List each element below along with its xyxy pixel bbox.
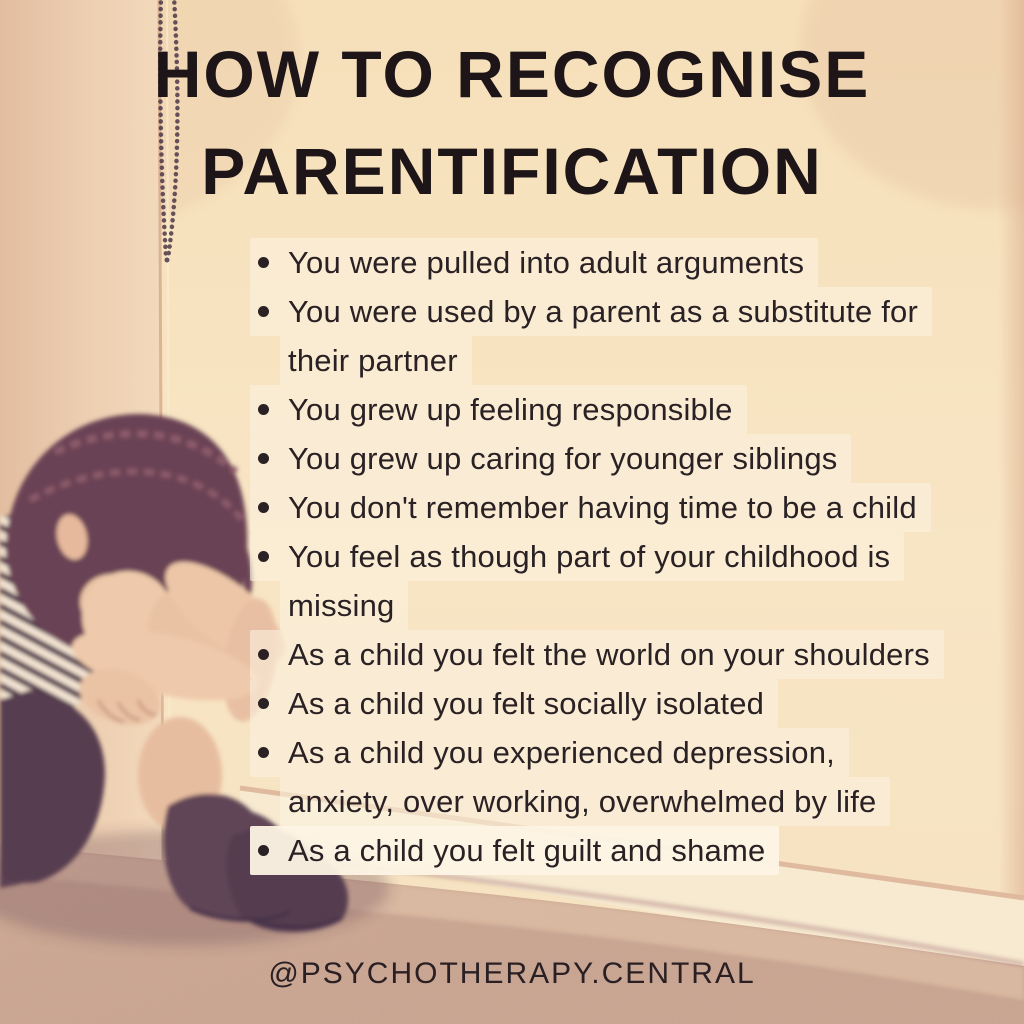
- title-line-1: HOW TO RECOGNISE: [153, 37, 871, 111]
- bullet-dot: [258, 257, 269, 268]
- bullet-dot: [258, 845, 269, 856]
- list-item-text: You grew up feeling responsible: [288, 391, 733, 427]
- list-item: [250, 630, 944, 679]
- bullet-dot: [258, 404, 269, 415]
- list-item-text: As a child you felt the world on your shoulders: [288, 636, 930, 672]
- list-item: [280, 581, 408, 630]
- list-item-text: anxiety, over working, overwhelmed by life: [288, 783, 877, 819]
- bullet-dot: [258, 747, 269, 758]
- list-item: [250, 434, 851, 483]
- list-item: [250, 385, 747, 434]
- instagram-handle: @PSYCHOTHERAPY.CENTRAL: [268, 957, 756, 990]
- bullet-dot: [258, 306, 269, 317]
- list-item: [250, 728, 849, 777]
- list-item: [250, 238, 818, 287]
- page-title: [20, 26, 1004, 220]
- list-item-text: You feel as though part of your childhood is: [288, 538, 891, 574]
- list-item-text: You grew up caring for younger siblings: [288, 440, 838, 476]
- bullet-dot: [258, 453, 269, 464]
- list-item-text: You were used by a parent as a substitute for: [288, 293, 918, 329]
- bullet-dot: [258, 551, 269, 562]
- list-item: [250, 483, 931, 532]
- list-item: [250, 532, 904, 581]
- symptom-list: [250, 238, 1024, 875]
- list-item-text: As a child you felt guilt and shame: [288, 832, 766, 868]
- list-item-text: As a child you experienced depression,: [288, 734, 835, 770]
- list-item-text: You don't remember having time to be a child: [288, 489, 917, 525]
- list-item: [250, 826, 779, 875]
- list-item-text: their partner: [288, 342, 458, 378]
- list-item: [280, 777, 890, 826]
- bullet-dot: [258, 649, 269, 660]
- list-item: [250, 679, 778, 728]
- list-item-text: As a child you felt socially isolated: [288, 685, 765, 721]
- list-item-text: You were pulled into adult arguments: [288, 244, 805, 280]
- list-item: [250, 287, 932, 336]
- list-item: [280, 336, 472, 385]
- bullet-dot: [258, 502, 269, 513]
- list-item-text: missing: [288, 587, 395, 623]
- title-line-2: PARENTIFICATION: [201, 134, 823, 208]
- bullet-dot: [258, 698, 269, 709]
